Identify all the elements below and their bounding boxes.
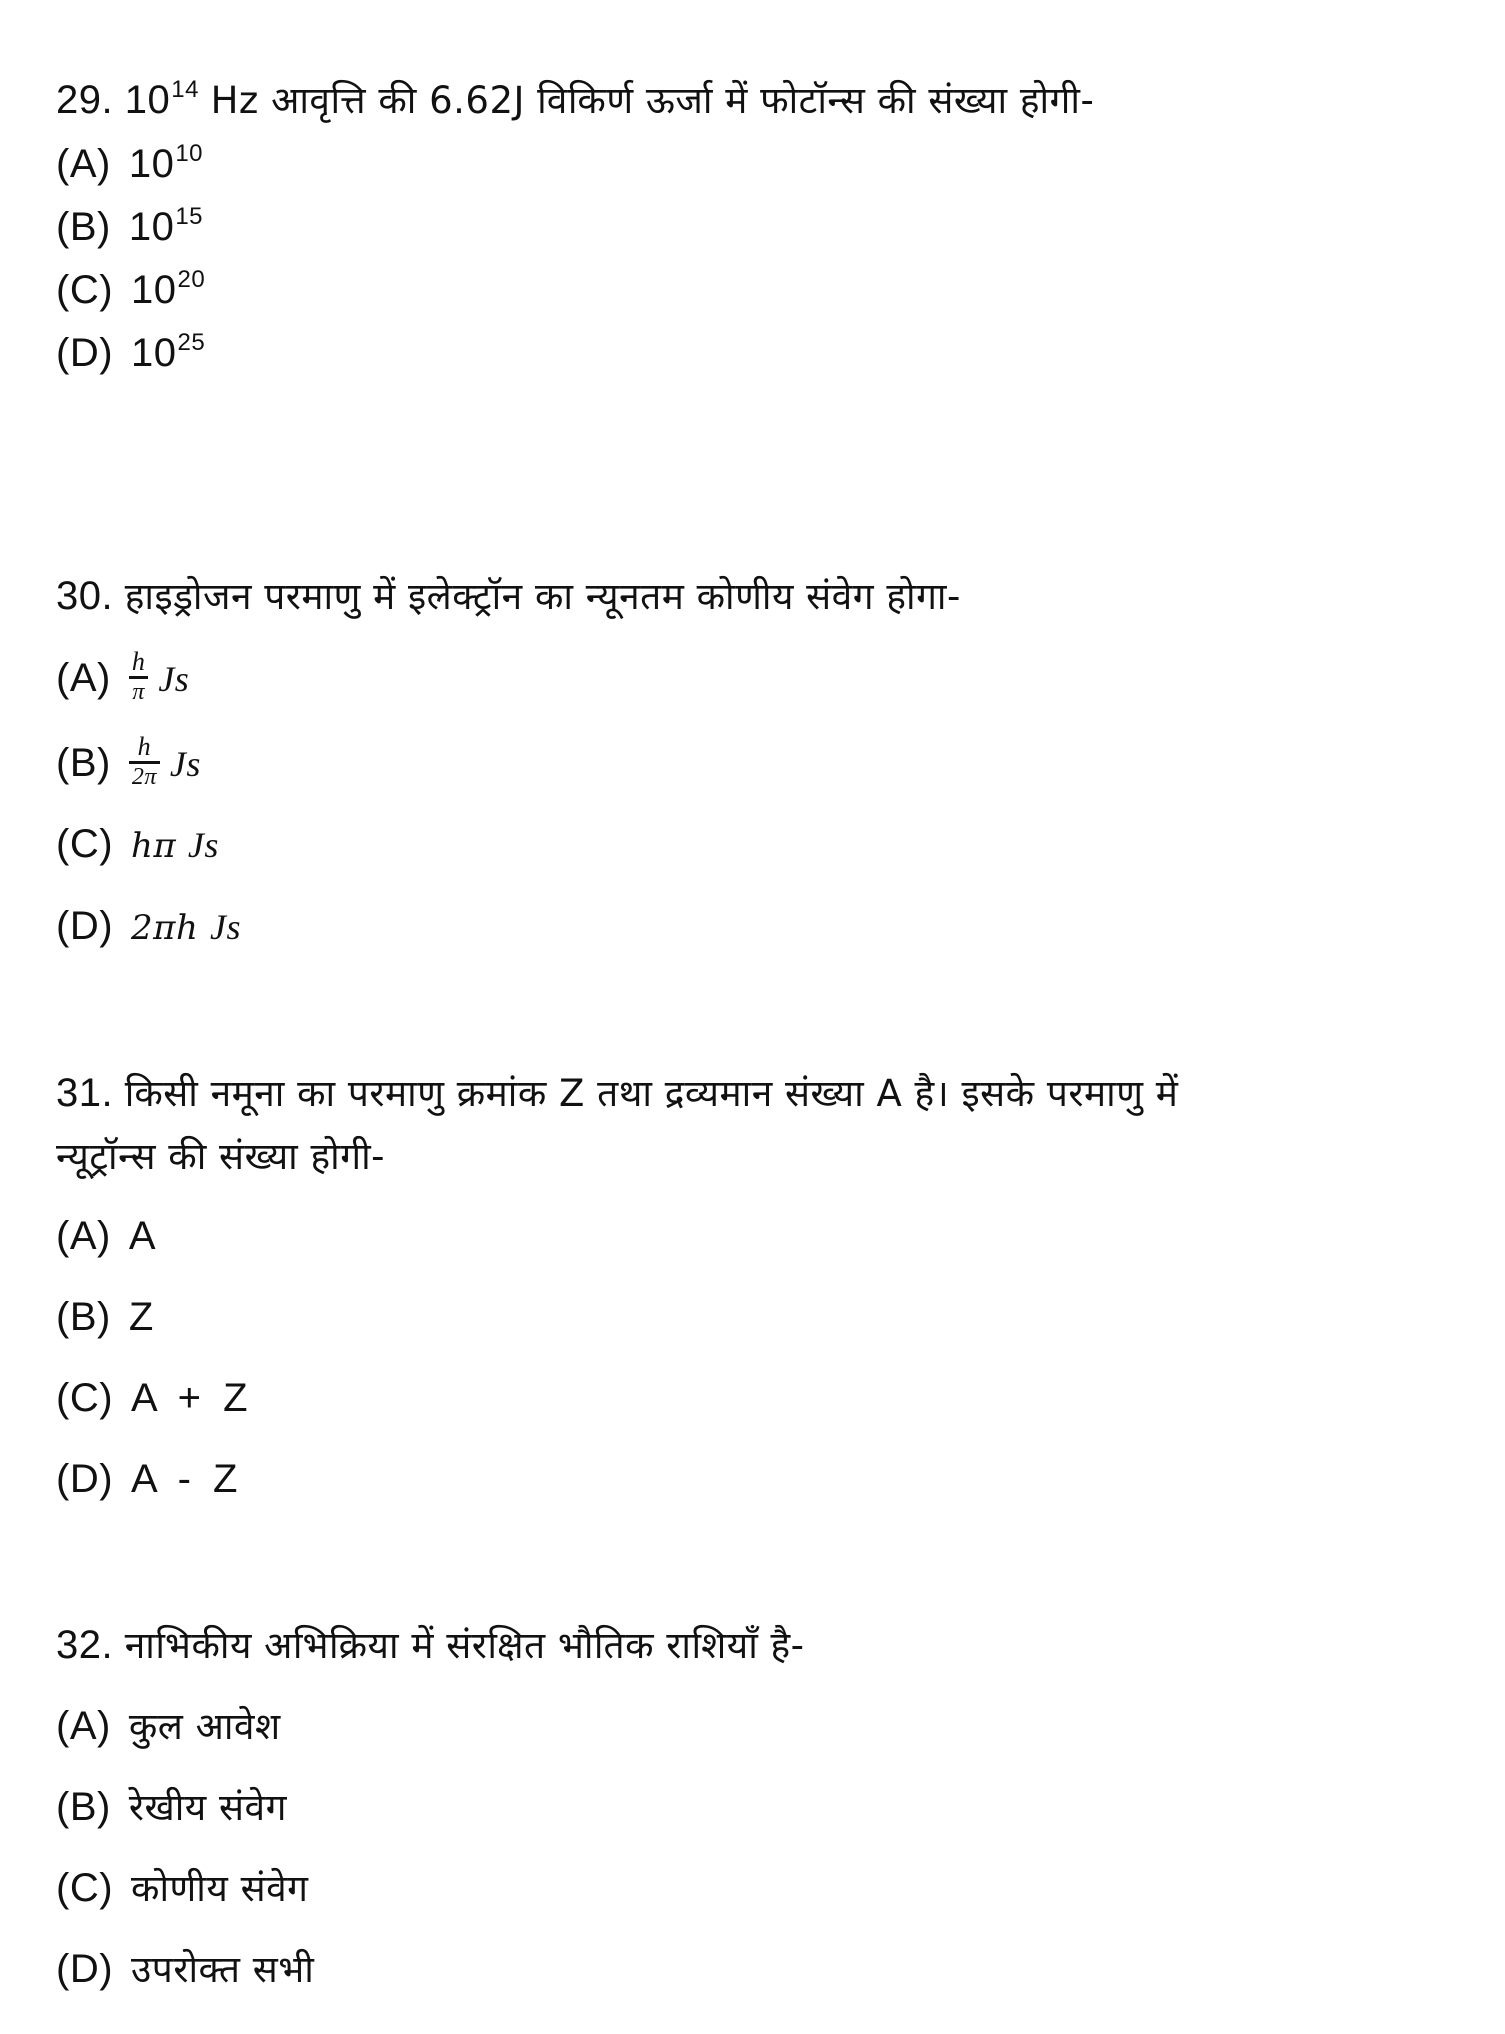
option-exponent: 15 bbox=[175, 203, 204, 230]
option-exponent: 10 bbox=[175, 140, 204, 167]
question-30-stem bbox=[56, 572, 961, 621]
option-text: उपरोक्त सभी bbox=[131, 1948, 315, 1991]
unit: Js bbox=[169, 744, 201, 785]
option-label: (B) bbox=[56, 1295, 111, 1339]
question-number: 29. bbox=[56, 78, 114, 122]
option-b[interactable] bbox=[56, 1783, 287, 1832]
fraction bbox=[129, 733, 160, 790]
option-label: (D) bbox=[56, 1457, 114, 1501]
option-label: (D) bbox=[56, 331, 114, 375]
numerator: h bbox=[137, 732, 152, 761]
frequency-exponent: 14 bbox=[171, 76, 199, 103]
option-label: (D) bbox=[56, 1947, 114, 1991]
option-c[interactable] bbox=[56, 1374, 248, 1422]
denominator: 2π bbox=[129, 761, 160, 790]
option-text: A + Z bbox=[131, 1376, 249, 1420]
question-text-line2: न्यूट्रॉन्स की संख्या होगी- bbox=[56, 1135, 386, 1178]
option-base: 10 bbox=[131, 331, 177, 375]
question-number: 31. bbox=[56, 1071, 114, 1115]
option-a[interactable] bbox=[56, 140, 203, 194]
option-label: (A) bbox=[56, 1214, 111, 1258]
option-text: कोणीय संवेग bbox=[131, 1867, 309, 1910]
question-text: हाइड्रोजन परमाणु में इलेक्ट्रॉन का न्यूनतम कोणीय संवेग होगा- bbox=[124, 575, 961, 618]
option-d[interactable] bbox=[56, 329, 205, 383]
option-label: (A) bbox=[56, 1704, 111, 1748]
denominator: π bbox=[129, 676, 148, 705]
question-text: नाभिकीय अभिक्रिया में संरक्षित भौतिक राशियाँ है- bbox=[124, 1624, 805, 1667]
option-label: (D) bbox=[56, 904, 114, 948]
option-text: रेखीय संवेग bbox=[128, 1786, 287, 1829]
option-label: (B) bbox=[56, 205, 111, 249]
option-c[interactable] bbox=[56, 1864, 309, 1913]
fraction bbox=[129, 648, 149, 705]
option-label: (C) bbox=[56, 1866, 114, 1910]
option-label: (C) bbox=[56, 822, 114, 866]
option-c[interactable] bbox=[56, 820, 219, 870]
numerator: h bbox=[131, 647, 146, 676]
expression: hπ bbox=[131, 826, 177, 866]
unit: Js bbox=[187, 825, 219, 865]
unit: Js bbox=[210, 907, 242, 947]
option-label: (A) bbox=[56, 656, 111, 701]
option-a[interactable] bbox=[56, 1212, 156, 1260]
question-text: Hz आवृत्ति की 6.62J विकिर्ण ऊर्जा में फोटॉन्स की संख्या होगी- bbox=[210, 79, 1095, 122]
option-label: (C) bbox=[56, 1376, 114, 1420]
option-label: (B) bbox=[56, 1785, 111, 1829]
option-c[interactable] bbox=[56, 266, 205, 320]
option-b[interactable] bbox=[56, 203, 203, 257]
option-label: (A) bbox=[56, 142, 111, 186]
option-base: 10 bbox=[131, 268, 177, 312]
option-base: 10 bbox=[128, 142, 175, 186]
option-label: (B) bbox=[56, 741, 111, 786]
option-base: 10 bbox=[128, 205, 175, 249]
question-31-stem-cont bbox=[56, 1132, 385, 1181]
option-text: A - Z bbox=[131, 1457, 238, 1501]
option-b[interactable] bbox=[56, 1293, 154, 1341]
question-32-stem bbox=[56, 1621, 805, 1670]
question-number: 30. bbox=[56, 574, 114, 618]
option-a[interactable] bbox=[56, 1702, 281, 1751]
question-31-stem bbox=[56, 1069, 1178, 1118]
option-a[interactable] bbox=[56, 647, 190, 709]
option-exponent: 25 bbox=[177, 329, 206, 356]
question-text-line1: किसी नमूना का परमाणु क्रमांक Z तथा द्रव्यमान संख्या A है। इसके परमाणु में bbox=[124, 1072, 1179, 1115]
unit: Js bbox=[158, 659, 190, 700]
option-label: (C) bbox=[56, 268, 114, 312]
option-text: Z bbox=[128, 1295, 154, 1339]
option-d[interactable] bbox=[56, 1945, 314, 1994]
expression: 2πh bbox=[131, 908, 199, 948]
option-exponent: 20 bbox=[177, 266, 206, 293]
option-text: कुल आवेश bbox=[128, 1705, 281, 1748]
option-d[interactable] bbox=[56, 1455, 238, 1503]
question-number: 32. bbox=[56, 1623, 114, 1667]
option-b[interactable] bbox=[56, 732, 201, 794]
frequency-base: 10 bbox=[124, 78, 171, 122]
question-29-stem bbox=[56, 76, 1094, 130]
option-d[interactable] bbox=[56, 902, 241, 952]
option-text: A bbox=[128, 1214, 157, 1258]
